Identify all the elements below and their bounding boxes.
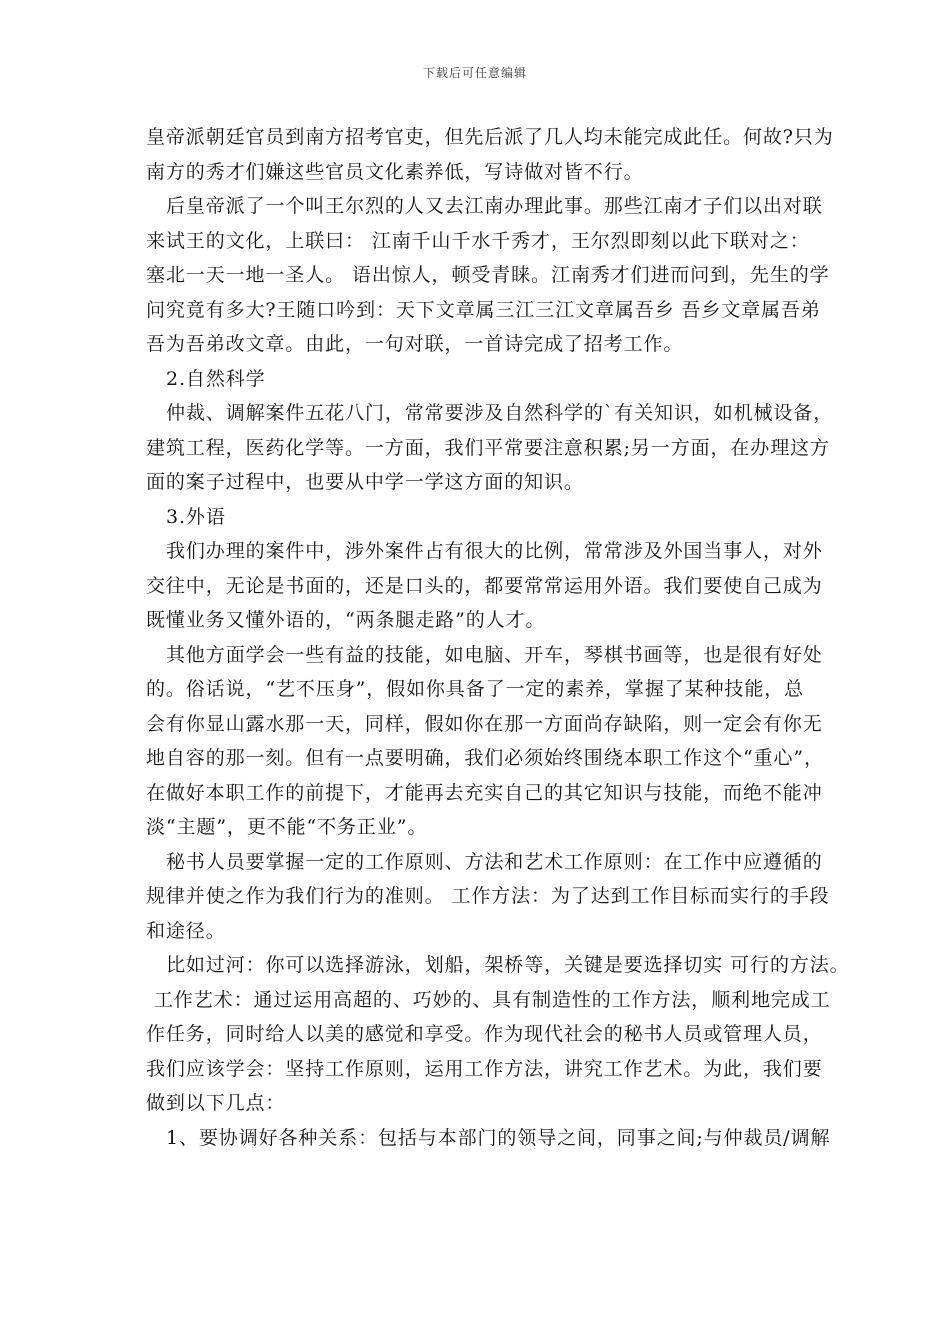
text-line: 南方的秀才们嫌这些官员文化素养低，写诗做对皆不行。 [146, 160, 644, 183]
page-header: 下载后可任意编辑 [422, 66, 527, 80]
text-line: 皇帝派朝廷官员到南方招考官吏，但先后派了几人均未能完成此任。何故?只为 [146, 126, 834, 148]
text-line: 做到以下几点： [146, 1092, 286, 1114]
text-line: 在做好本职工作的前提下，才能再去充实自己的其它知识与技能，而绝不能冲 [146, 781, 823, 804]
text-line: 规律并使之作为我们行为的准则。 工作方法：为了达到工作目标而实行的手段 [146, 885, 830, 907]
text-line: 地自容的那一刻。但有一点要明确，我们必须始终围绕本职工作这个“重心”， [146, 747, 824, 769]
document-body [146, 120, 850, 1155]
text-line: 建筑工程，医药化学等。一方面，我们平常要注意积累;另一方面，在办理这方 [146, 436, 830, 459]
text-line: 问究竟有多大?王随口吟到：天下文章属三江三江文章属吾乡 吾乡文章属吾弟 [146, 298, 821, 321]
text-line: 1、要协调好各种关系：包括与本部门的领导之间，同事之间;与仲裁员/调解 [166, 1126, 831, 1149]
text-line: 会有你显山露水那一天，同样，假如你在那一方面尚存缺陷，则一定会有你无 [146, 712, 823, 735]
text-line: 其他方面学会一些有益的技能，如电脑、开车，琴棋书画等，也是很有好处 [166, 643, 823, 666]
section-heading: 3.外语 [166, 505, 226, 528]
text-line: 塞北一天一地一圣人。 语出惊人，顿受青睐。江南秀才们进而问到，先生的学 [146, 264, 830, 286]
text-line: 秘书人员要掌握一定的工作原则、方法和艺术工作原则：在工作中应遵循的 [166, 850, 823, 873]
text-line: 交往中，无论是书面的，还是口头的，都要常常运用外语。我们要使自己成为 [146, 574, 823, 597]
text-line: 我们办理的案件中，涉外案件占有很大的比例，常常涉及外国当事人，对外 [166, 540, 823, 562]
text-line: 比如过河：你可以选择游泳，划船，架桥等，关键是要选择切实 可行的方法。 [166, 954, 850, 976]
text-line: 面的案子过程中，也要从中学一学这方面的知识。 [146, 471, 584, 493]
text-line: 吾为吾弟改文章。由此，一句对联，一首诗完成了招考工作。 [146, 333, 684, 355]
text-line: 后皇帝派了一个叫王尔烈的人又去江南办理此事。那些江南才子们以出对联 [166, 195, 823, 217]
text-line: 和途径。 [146, 919, 226, 942]
text-line: 来试王的文化，上联曰： 江南千山千水千秀才，王尔烈即刻以此下联对之： [146, 229, 810, 252]
section-heading: 2.自然科学 [166, 367, 266, 390]
text-line: 工作艺术：通过运用高超的、巧妙的、具有制造性的工作方法，顺利地完成工 [154, 988, 831, 1011]
text-line: 的。俗话说，“艺不压身”，假如你具备了一定的素养，掌握了某种技能，总 [146, 678, 805, 700]
text-line: 作任务，同时给人以美的感觉和享受。作为现代社会的秘书人员或管理人员， [146, 1023, 823, 1045]
text-line: 仲裁、调解案件五花八门，常常要涉及自然科学的`有关知识，如机械设备， [166, 402, 834, 424]
text-line: 淡“主题”，更不能“不务正业”。 [146, 816, 428, 838]
text-line: 既懂业务又懂外语的，“两条腿走路”的人才。 [146, 609, 546, 631]
text-line: 我们应该学会：坚持工作原则，运用工作方法，讲究工作艺术。为此，我们要 [146, 1057, 823, 1080]
